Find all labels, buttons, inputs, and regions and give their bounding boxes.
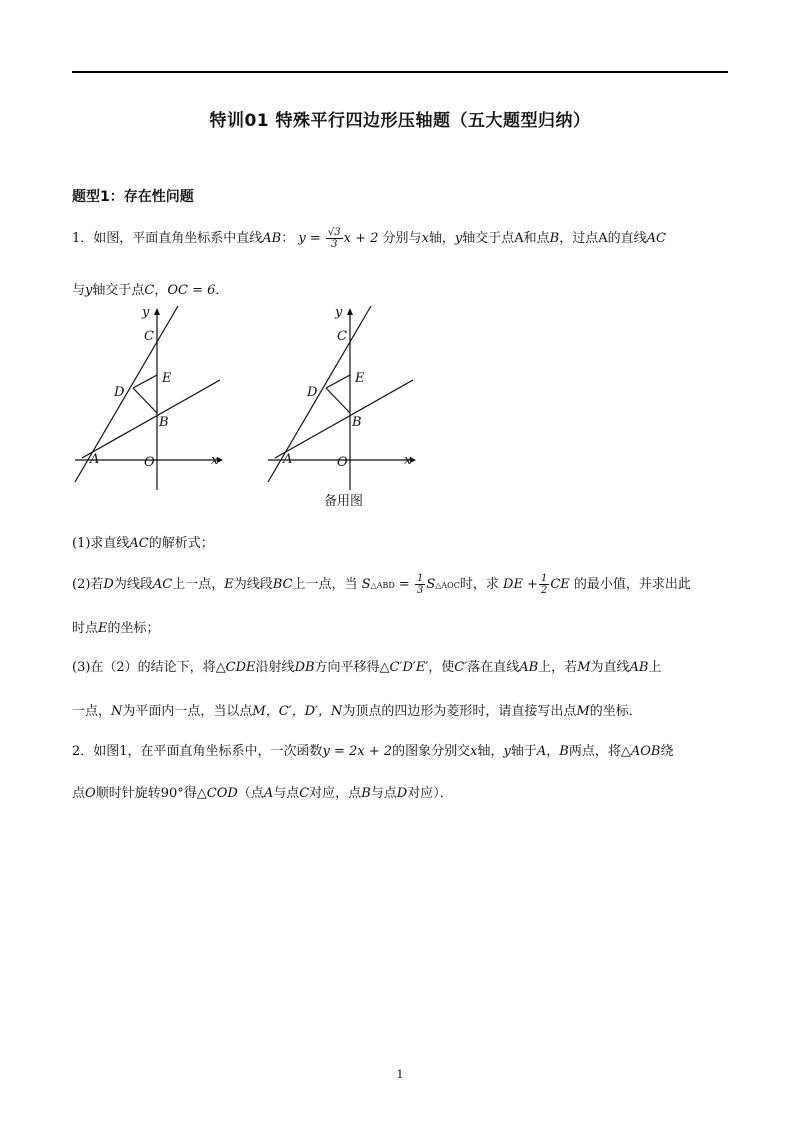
label-e: E (355, 371, 365, 386)
label-c: C (144, 329, 154, 344)
label-e: E (162, 371, 172, 386)
figure-main (70, 300, 235, 494)
page-title: 特训01 特殊平行四边形压轴题（五大题型归纳） (209, 111, 591, 131)
q1-sub-2: (2)若D为线段AC上一点，E为线段BC上一点，当 S△ABD = $\frac{1}{3}$ S△AOC时，求 DE + $\frac{1}{2}$ CE 的最小值，并求出此 (72, 573, 691, 596)
header-rule (72, 71, 728, 73)
figure-spare (263, 300, 428, 494)
q1-sub-1: (1)求直线AC的解析式； (72, 536, 214, 551)
q1-line-2: 与y轴交于点C，OC = 6． (72, 283, 229, 298)
label-y: y (335, 305, 343, 320)
line-ab-equation: y = $\frac{√3}{3}$ x + 2 (298, 227, 379, 250)
label-o: O (144, 455, 155, 470)
label-a: A (283, 452, 293, 467)
label-d: D (114, 385, 125, 400)
figure-caption: 备用图 (324, 494, 364, 509)
q1-sub-2-line-2: 时点E的坐标； (72, 621, 160, 636)
label-o: O (337, 455, 348, 470)
q2-line-2: 点O顺时针旋转90°得△COD（点A与点C对应，点B与点D对应）． (72, 786, 453, 801)
page-number: 1 (396, 1068, 404, 1081)
label-b: B (352, 415, 362, 430)
min-expression: DE + $\frac{1}{2}$ CE (503, 573, 570, 596)
label-c: C (337, 329, 347, 344)
q1-sub-3: (3)在（2）的结论下，将△CDE沿射线DB方向平移得△C′D′E′，使C′落在直线AB上，若M为直线AB上 (72, 660, 662, 675)
label-d: D (307, 385, 318, 400)
area-ratio-formula: S△ABD = $\frac{1}{3}$ S△AOC (361, 573, 460, 596)
q2-line-1: 2．如图1，在平面直角坐标系中，一次函数y = 2x + 2的图象分别交x轴，y轴于A，B两点，将△AOB绕 (72, 744, 674, 759)
section-heading: 题型1：存在性问题 (72, 189, 194, 205)
label-x: x (404, 453, 412, 468)
label-y: y (142, 305, 150, 320)
q1-sub-3-line-2: 一点，N为平面内一点，当以点M，C′，D′，N为顶点的四边形为菱形时，请直接写出点M的坐标． (72, 704, 642, 719)
q1-line-1: 1．如图，平面直角坐标系中直线AB： y = $\frac{√3}{3}$ x + 2 分别与x轴，y轴交于点A和点B，过点A的直线AC (72, 227, 666, 250)
label-a: A (90, 452, 100, 467)
label-b: B (159, 415, 169, 430)
label-x: x (211, 453, 219, 468)
